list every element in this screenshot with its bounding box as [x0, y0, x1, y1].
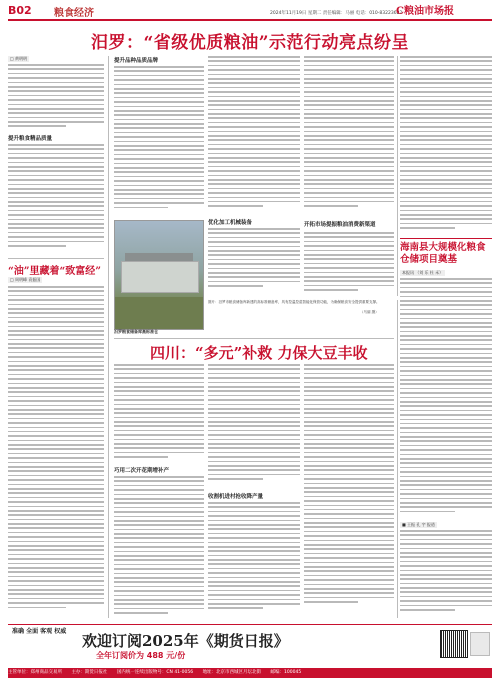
text-block: [8, 286, 104, 616]
text-block: [8, 144, 104, 254]
column-divider: [397, 300, 398, 618]
newspaper-logo: C粮油市场报: [396, 6, 454, 17]
text-block: [400, 530, 492, 618]
sichuan-subheading-2: 收割机进村抢收降产量: [208, 494, 264, 500]
footer-item: 主管单位：郑州商品交易所: [8, 670, 62, 675]
divider: [400, 238, 492, 239]
text-block: [208, 502, 300, 618]
footer-item: 主办：期货日报社: [71, 670, 108, 675]
qr-code-icon: [440, 630, 468, 658]
grain-storage-photo: [114, 220, 204, 330]
newspaper-thumbnail: [470, 632, 490, 656]
footer-bar: [8, 668, 492, 678]
hainan-byline: 本报讯 （刘 乐 杜 禾）: [402, 270, 444, 275]
text-block: [114, 476, 204, 618]
column-divider: [397, 56, 398, 296]
text-block: [114, 66, 204, 216]
text-block: [304, 56, 394, 216]
footer-item: 国内统一连续出版物号：CN 41-0056: [116, 670, 194, 675]
sichuan-headline: 四川：“多元”补救 力保大豆丰收: [150, 344, 368, 362]
footer-item: 邮编：100045: [270, 670, 302, 675]
sichuan-subheading-1: 巧用二次开花期增补产: [114, 468, 170, 474]
main-headline: 汨罗：“省级优质粮油”示范行动亮点纷呈: [90, 33, 410, 53]
byline-left: □ 黄明明: [10, 56, 28, 61]
photo-caption: 图片：汨罗市粮食储备库新建的高标准储备库，具有控温控湿智能化保管功能，为确保粮食安全提供重要支撑。: [208, 300, 380, 304]
text-block: [304, 232, 394, 292]
subheading-mid-2: 优化加工机械装备: [208, 220, 253, 226]
text-block: [400, 278, 492, 518]
subheading-left-2: “油”里藏着“致富经”: [8, 266, 102, 277]
section-name: 粮食经济: [54, 8, 94, 19]
subheading-mid-1: 提升品种品质品牌: [114, 58, 159, 64]
photo-caption-title: 汨罗粮食储备库高标准仓: [114, 329, 158, 334]
date-line: 2024年11月19日 星期二 责任编辑：马丽 电话：010-83223622: [270, 11, 403, 16]
byline-left-2: □ 周明峰 袁振国: [10, 277, 41, 282]
text-block: [208, 56, 300, 216]
text-block: [208, 364, 300, 490]
ad-price: 全年订阅价为 488 元/份: [96, 651, 186, 660]
divider: [8, 258, 104, 259]
text-block: [400, 56, 492, 236]
text-block: [208, 228, 300, 292]
byline-right-bottom: ■ 王振 孔 宇 报道: [402, 522, 435, 527]
subheading-mid-3: 开拓市场提振粮油消费新渠道: [304, 222, 376, 228]
ad-slogan: 准确 全面 客观 权威: [12, 628, 67, 635]
text-block: [8, 64, 104, 132]
text-block: [304, 364, 394, 618]
photo-credit: （马丽 摄）: [360, 310, 379, 314]
header-rule: [8, 19, 492, 21]
column-divider: [108, 56, 109, 618]
ad-title[interactable]: 欢迎订阅2025年《期货日报》: [82, 632, 289, 650]
page-number: B02: [8, 4, 32, 17]
hainan-headline: 海南县大规模化粮食仓储项目奠基: [400, 242, 486, 265]
text-block: [114, 364, 204, 464]
divider: [114, 338, 394, 339]
footer-item: 地址：北京市西城区月坛北街: [202, 670, 262, 675]
subheading-left-1: 提升粮食精品质量: [8, 136, 53, 142]
